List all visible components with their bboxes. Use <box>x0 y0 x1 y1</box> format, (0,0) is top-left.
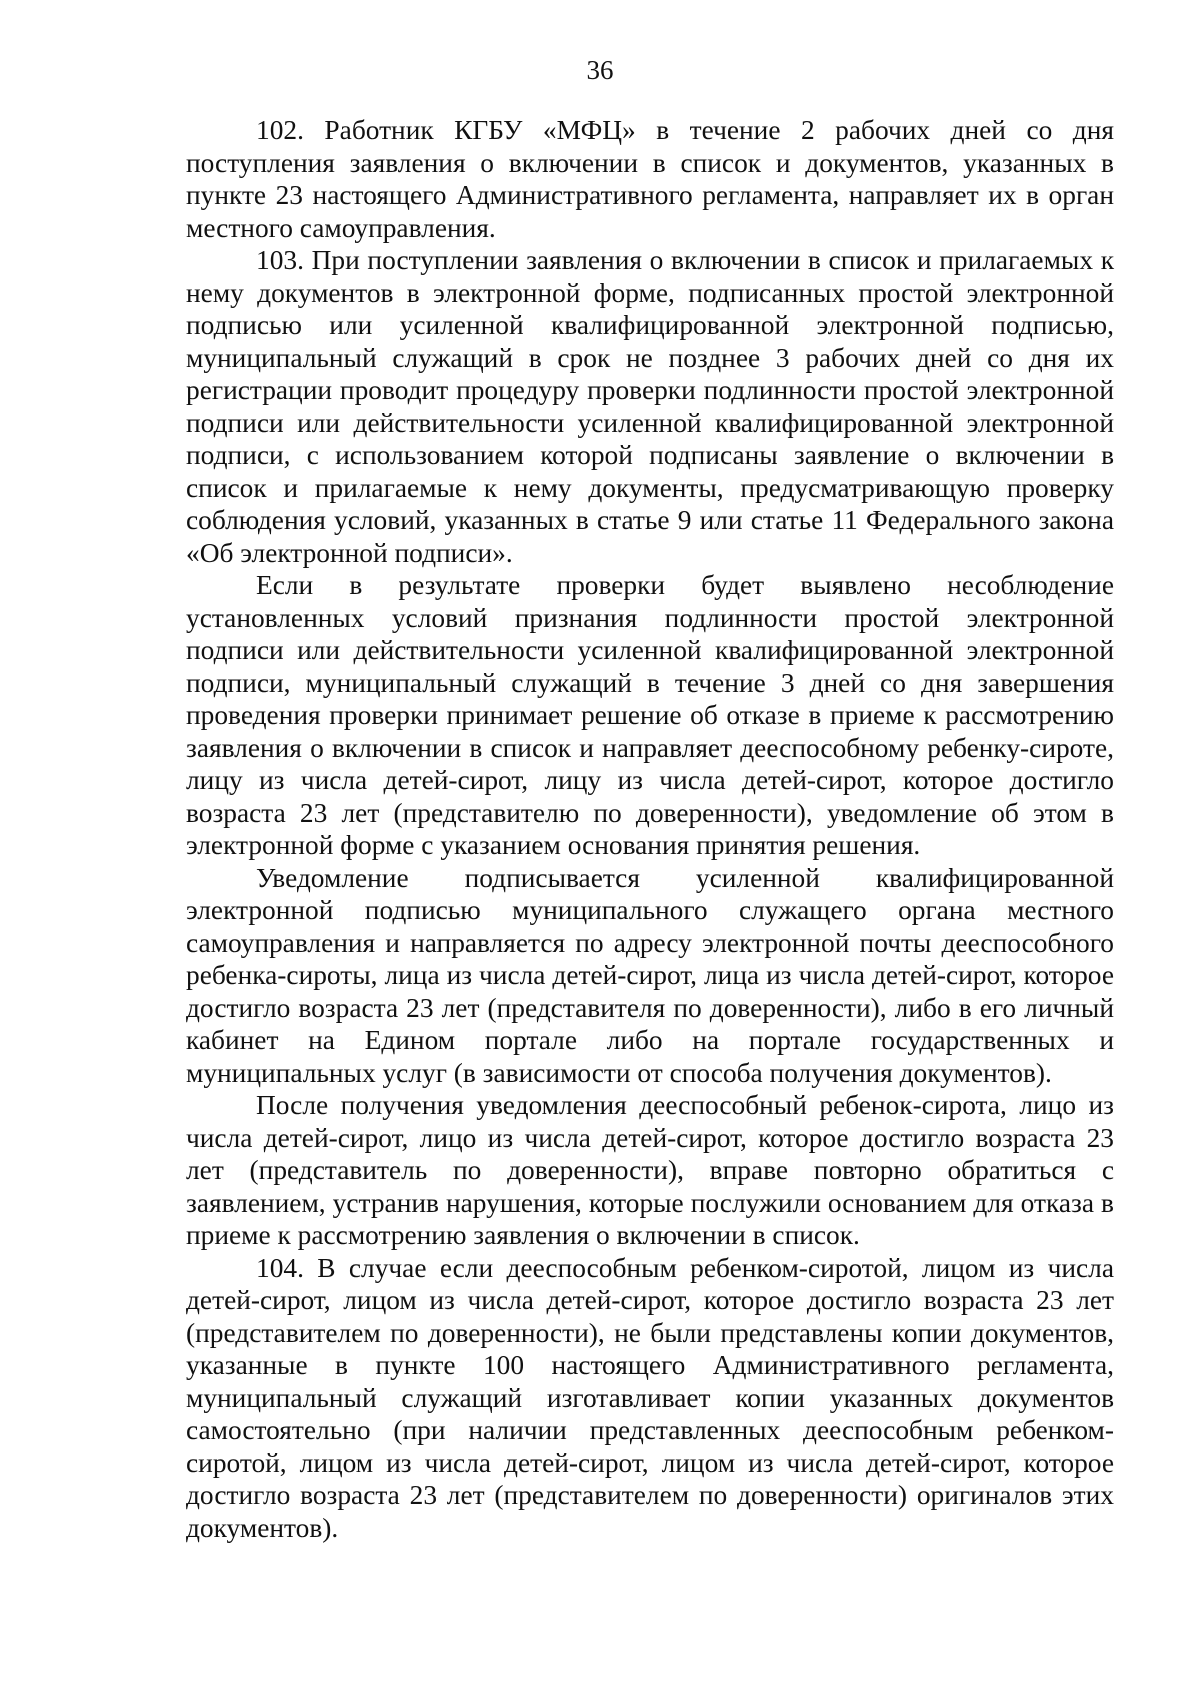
page-number: 36 <box>586 55 614 85</box>
paragraph-103-resubmission: После получения уведомления дееспособный ребенок-сирота, лицо из числа детей-сирот, лицо из числа детей-сирот, которое достигло возраста 23 лет (представитель по доверенности), вправе повторно обратиться с заявлением, устранив нарушения, которые послужили основанием для отказа в приеме к рассмотрению заявления о включении в список. <box>186 1090 1114 1250</box>
paragraph-103-notification-signing: Уведомление подписывается усиленной квалифицированной электронной подписью муниципального служащего органа местного самоуправления и направляется по адресу электронной почты дееспособного ребенка-сироты, лица из числа детей-сирот, лица из числа детей-сирот, которое достигло возраста 23 лет (представителя по доверенности), либо в его личный кабинет на Едином портале либо на портале государственных и муниципальных услуг (в зависимости от способа получения документов). <box>186 862 1114 1088</box>
paragraph-103: 103. При поступлении заявления о включении в список и прилагаемых к нему документов в электронной форме, подписанных простой электронной подписью или усиленной квалифицированной электронной подписью, муниципальный служащий в срок не позднее 3 рабочих дней со дня их регистрации проводит процедуру проверки подлинности простой электронной подписи или действительности усиленной квалифицированной электронной подписи, с использованием которой подписаны заявление о включении в список и прилагаемые к нему документы, предусматривающую проверку соблюдения условий, указанных в статье 9 или статье 11 Федерального закона «Об электронной подписи». <box>186 245 1114 568</box>
paragraph-103-verification-failure: Если в результате проверки будет выявлено несоблюдение установленных условий признания подлинности простой электронной подписи или действительности усиленной квалифицированной электронной подписи, муниципальный служащий в течение 3 дней со дня завершения проведения проверки принимает решение об отказе в приеме к рассмотрению заявления о включении в список и направляет дееспособному ребенку-сироте, лицу из числа детей-сирот, лицу из числа детей-сирот, которое достигло возраста 23 лет (представителю по доверенности), уведомление об этом в электронной форме с указанием основания принятия решения. <box>186 570 1114 860</box>
document-body <box>186 114 1114 1544</box>
paragraph-102: 102. Работник КГБУ «МФЦ» в течение 2 рабочих дней со дня поступления заявления о включении в список и документов, указанных в пункте 23 настоящего Административного регламента, направляет их в орган местного самоуправления. <box>186 115 1114 243</box>
paragraph-104: 104. В случае если дееспособным ребенком-сиротой, лицом из числа детей-сирот, лицом из числа детей-сирот, которое достигло возраста 23 лет (представителем по доверенности), не были представлены копии документов, указанные в пункте 100 настоящего Административного регламента, муниципальный служащий изготавливает копии указанных документов самостоятельно (при наличии представленных дееспособным ребенком-сиротой, лицом из числа детей-сирот, лицом из числа детей-сирот, которое достигло возраста 23 лет (представителем по доверенности) оригиналов этих документов). <box>186 1252 1114 1543</box>
